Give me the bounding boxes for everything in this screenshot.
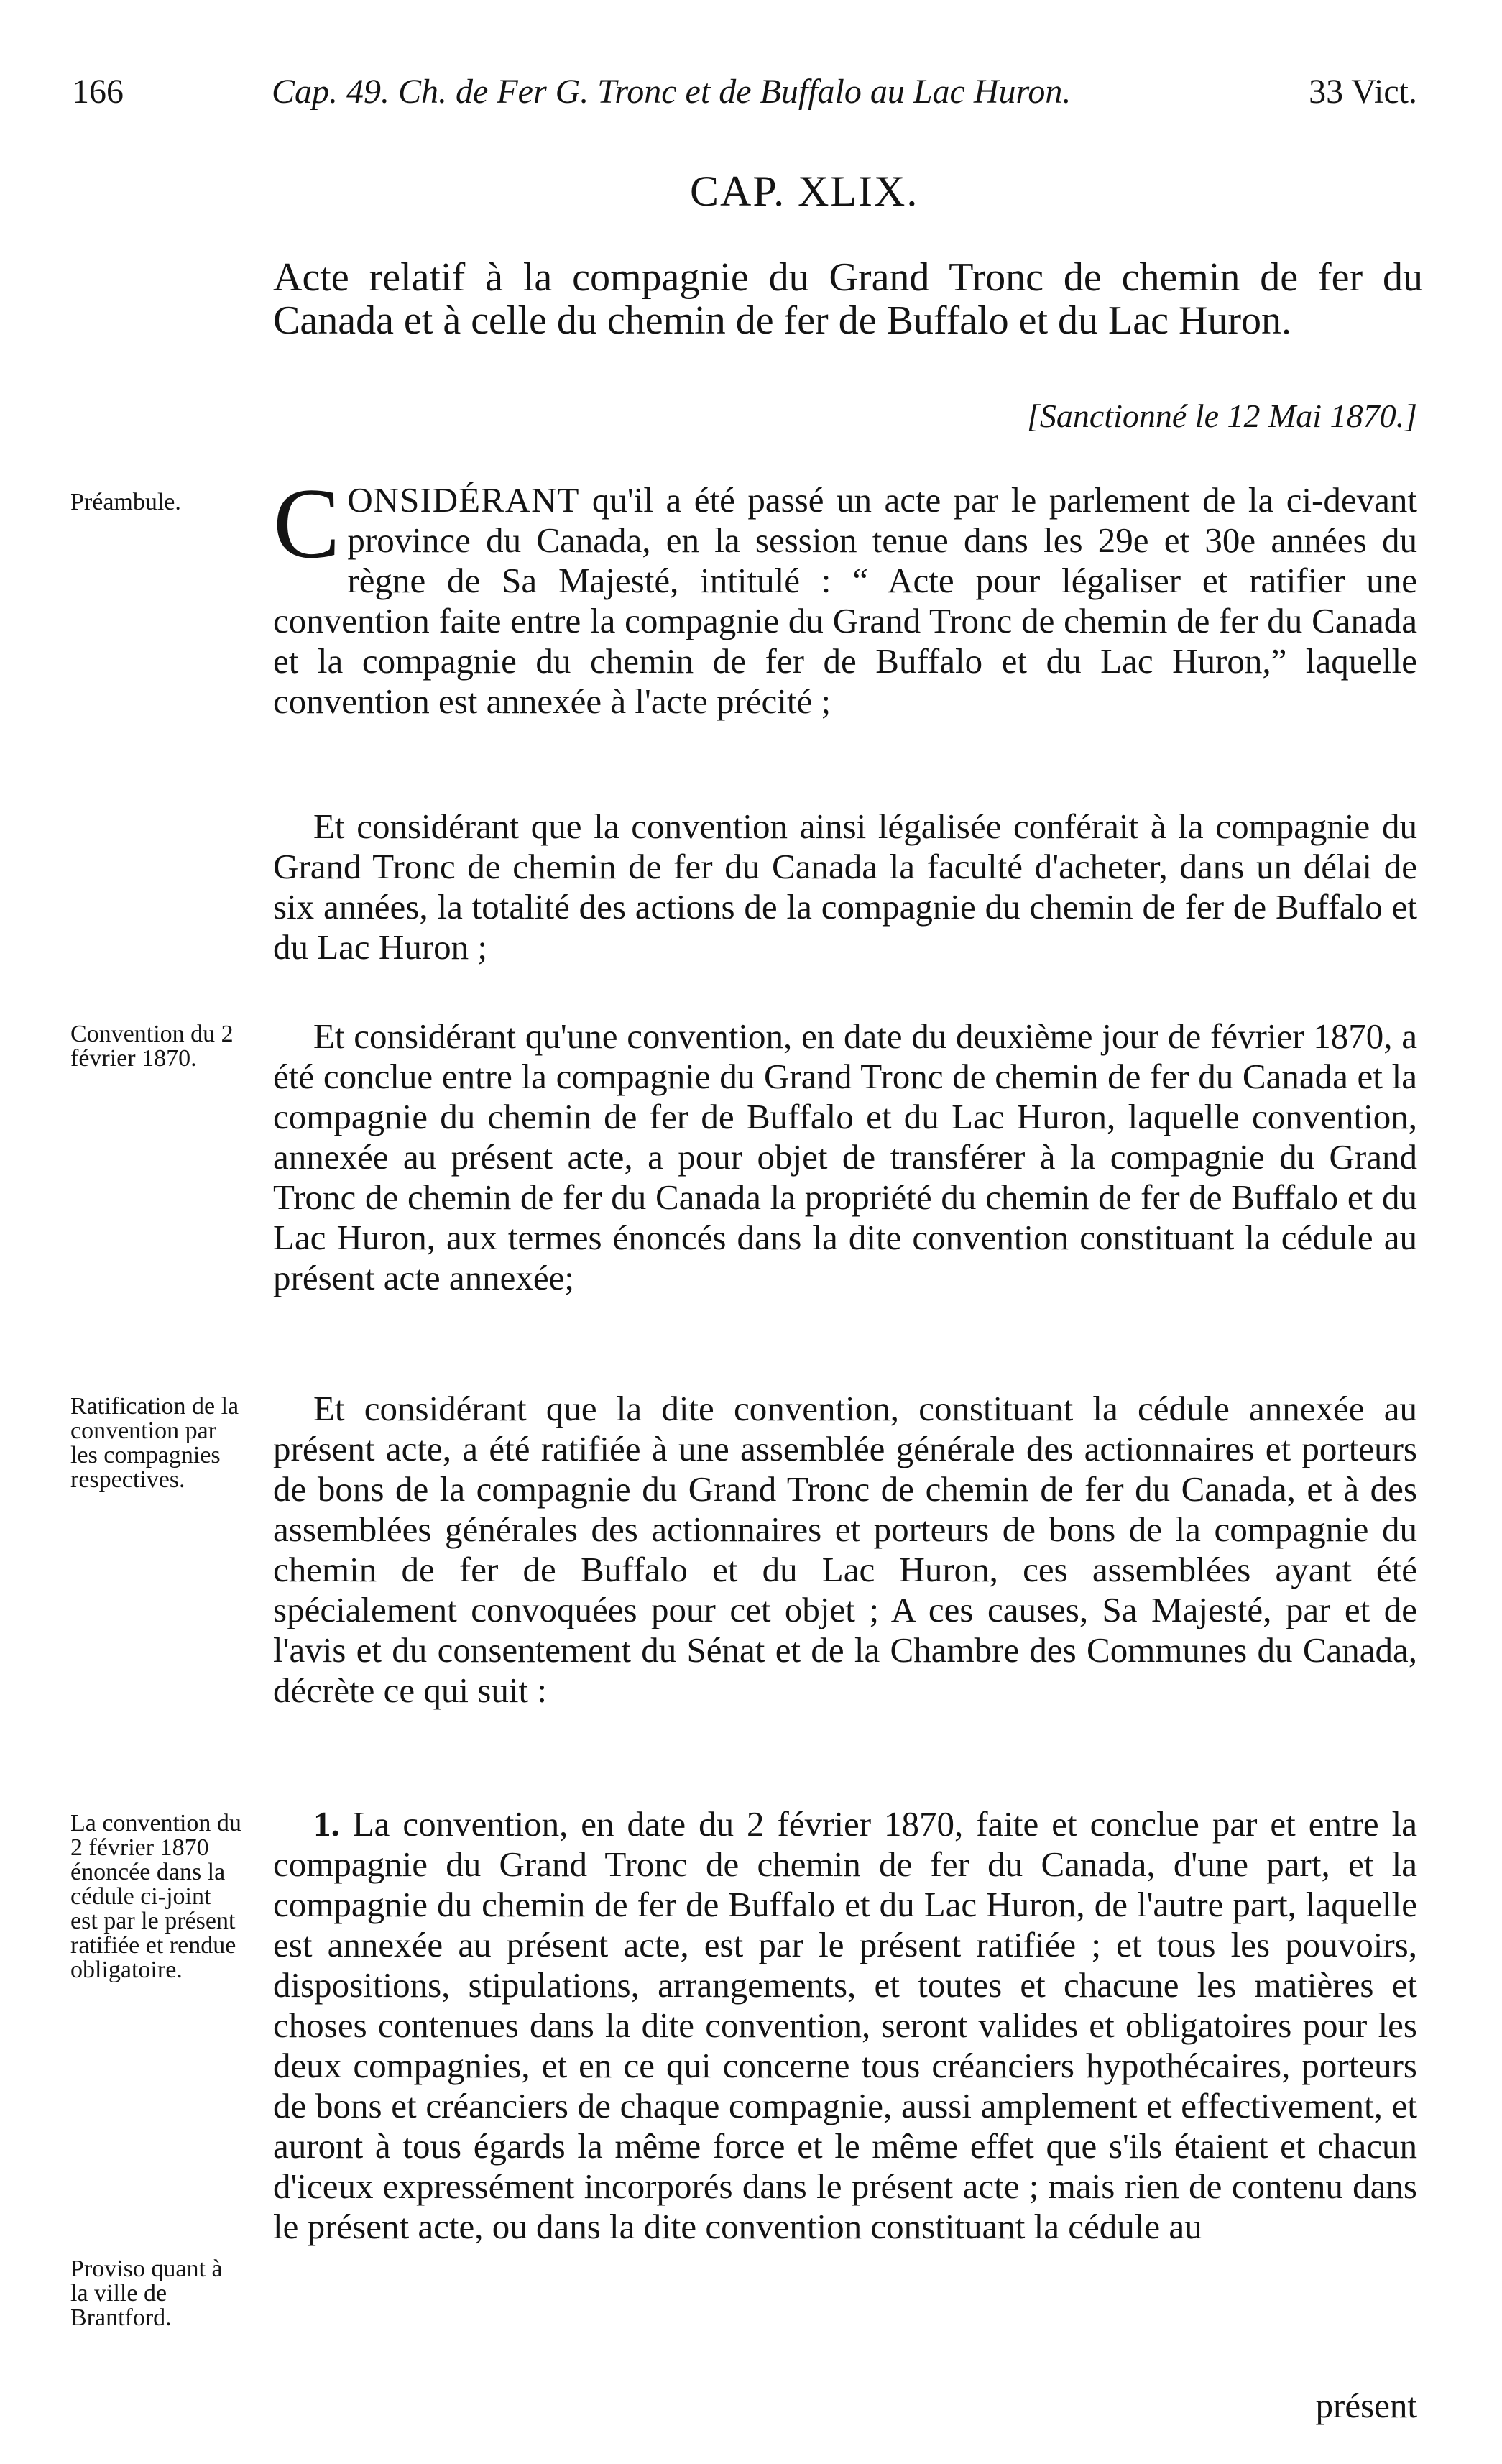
paragraph-whereas-3: Et considérant qu'une convention, en date du deuxième jour de février 1870, a été conclue entre la compagnie du Grand Tronc de chemin de fer du Canada et la compagnie du chemin de fer de Buffalo et du Lac Huron, laquelle convention, annexée au présent acte, a pour objet de transférer à la compagnie du Grand Tronc de chemin de fer du Canada la propriété du chemin de fer de Buffalo et du Lac Huron, aux termes énoncés dans la dite convention constituant la cédule au présent acte annexée; — [273, 1016, 1417, 1297]
margin-note-convention-ratified: La convention du 2 février 1870 énoncée dans la cédule ci-joint est par le présent ratifiée et rendue obligatoire. — [70, 1810, 241, 1983]
margin-note-convention: Convention du 2 février 1870. — [70, 1021, 234, 1072]
paragraph-whereas-4: Et considérant que la dite convention, constituant la cédule annexée au présent acte, a été ratifiée à une assemblée générale des actionnaires et porteurs de bons de la compagnie du Grand Tronc de chemin de fer du Canada, et à des assemblées générales des actionnaires et porteurs de bons de la compagnie du chemin de fer de Buffalo et du Lac Huron, ces assemblées ayant été spécialement convoquées pour cet objet ; A ces causes, Sa Majesté, par et de l'avis et du consentement du Sénat et de la Chambre des Communes du Canada, décrète ce qui suit : — [273, 1389, 1417, 1710]
section-number: 1. — [313, 1804, 340, 1844]
section-1 — [273, 1804, 1417, 2247]
act-title: Acte relatif à la compagnie du Grand Tronc de chemin de fer du Canada et à celle du chemin de fer de Buffalo et du Lac Huron. — [273, 255, 1423, 343]
margin-note-ratification: Ratification de la convention par les compagnies respectives. — [70, 1393, 239, 1493]
page-number: 166 — [72, 73, 124, 111]
preamble-text: qu'il a été passé un acte par le parlement de la ci-devant province du Canada, en la session tenue dans les 29e et 30e années du règne de Sa Majesté, intitulé : “ Acte pour légaliser et ratifier une convention faite entre la compagnie du Grand Tronc de chemin de fer du Canada et la compagnie du chemin de fer de Buffalo et du Lac Huron,” laquelle convention est annexée à l'acte précité ; — [273, 480, 1417, 721]
sanction-date: [Sanctionné le 12 Mai 1870.] — [1027, 397, 1417, 434]
paragraph-preamble — [273, 468, 1417, 722]
catchword: présent — [1315, 2386, 1417, 2425]
section-1-text: La convention, en date du 2 février 1870, faite et conclue par et entre la compagnie du Grand Tronc de chemin de fer du Canada, d'une part, et la compagnie du chemin de fer de Buffalo et du Lac Huron, de l'autre part, laquelle est annexée au présent acte, est par le présent ratifiée ; et tous les pouvoirs, dispositions, stipulations, arrangements, et toutes et chacune les matières et choses contenues dans la dite convention, seront valides et obligatoires pour les deux compagnies, et en ce qui concerne tous créanciers hypothécaires, porteurs de bons et créanciers de chaque compagnie, aussi amplement et effectivement, et auront à tous égards la même force et le même effet que s'ils étaient et chacun d'iceux expressément incorporés dans le présent acte ; mais rien de contenu dans le présent acte, ou dans la dite convention constituant la cédule au — [273, 1804, 1417, 2246]
margin-note-proviso: Proviso quant à la ville de Brantford. — [70, 2256, 223, 2331]
drop-cap: C — [273, 468, 341, 579]
chapter-heading: CAP. XLIX. — [690, 167, 919, 215]
running-head — [0, 72, 1502, 122]
margin-note-preamble: Préambule. — [70, 489, 181, 515]
regnal-year: 33 Vict. — [1309, 73, 1417, 111]
paragraph-whereas-2: Et considérant que la convention ainsi légalisée conférait à la compagnie du Grand Tronc de chemin de fer du Canada la faculté d'acheter, dans un délai de six années, la totalité des actions de la compagnie du chemin de fer de Buffalo et du Lac Huron ; — [273, 806, 1417, 967]
preamble-lead-word: ONSIDÉRANT — [347, 480, 580, 520]
running-title: Cap. 49. Ch. de Fer G. Tronc et de Buffalo au Lac Huron. — [272, 73, 1072, 111]
